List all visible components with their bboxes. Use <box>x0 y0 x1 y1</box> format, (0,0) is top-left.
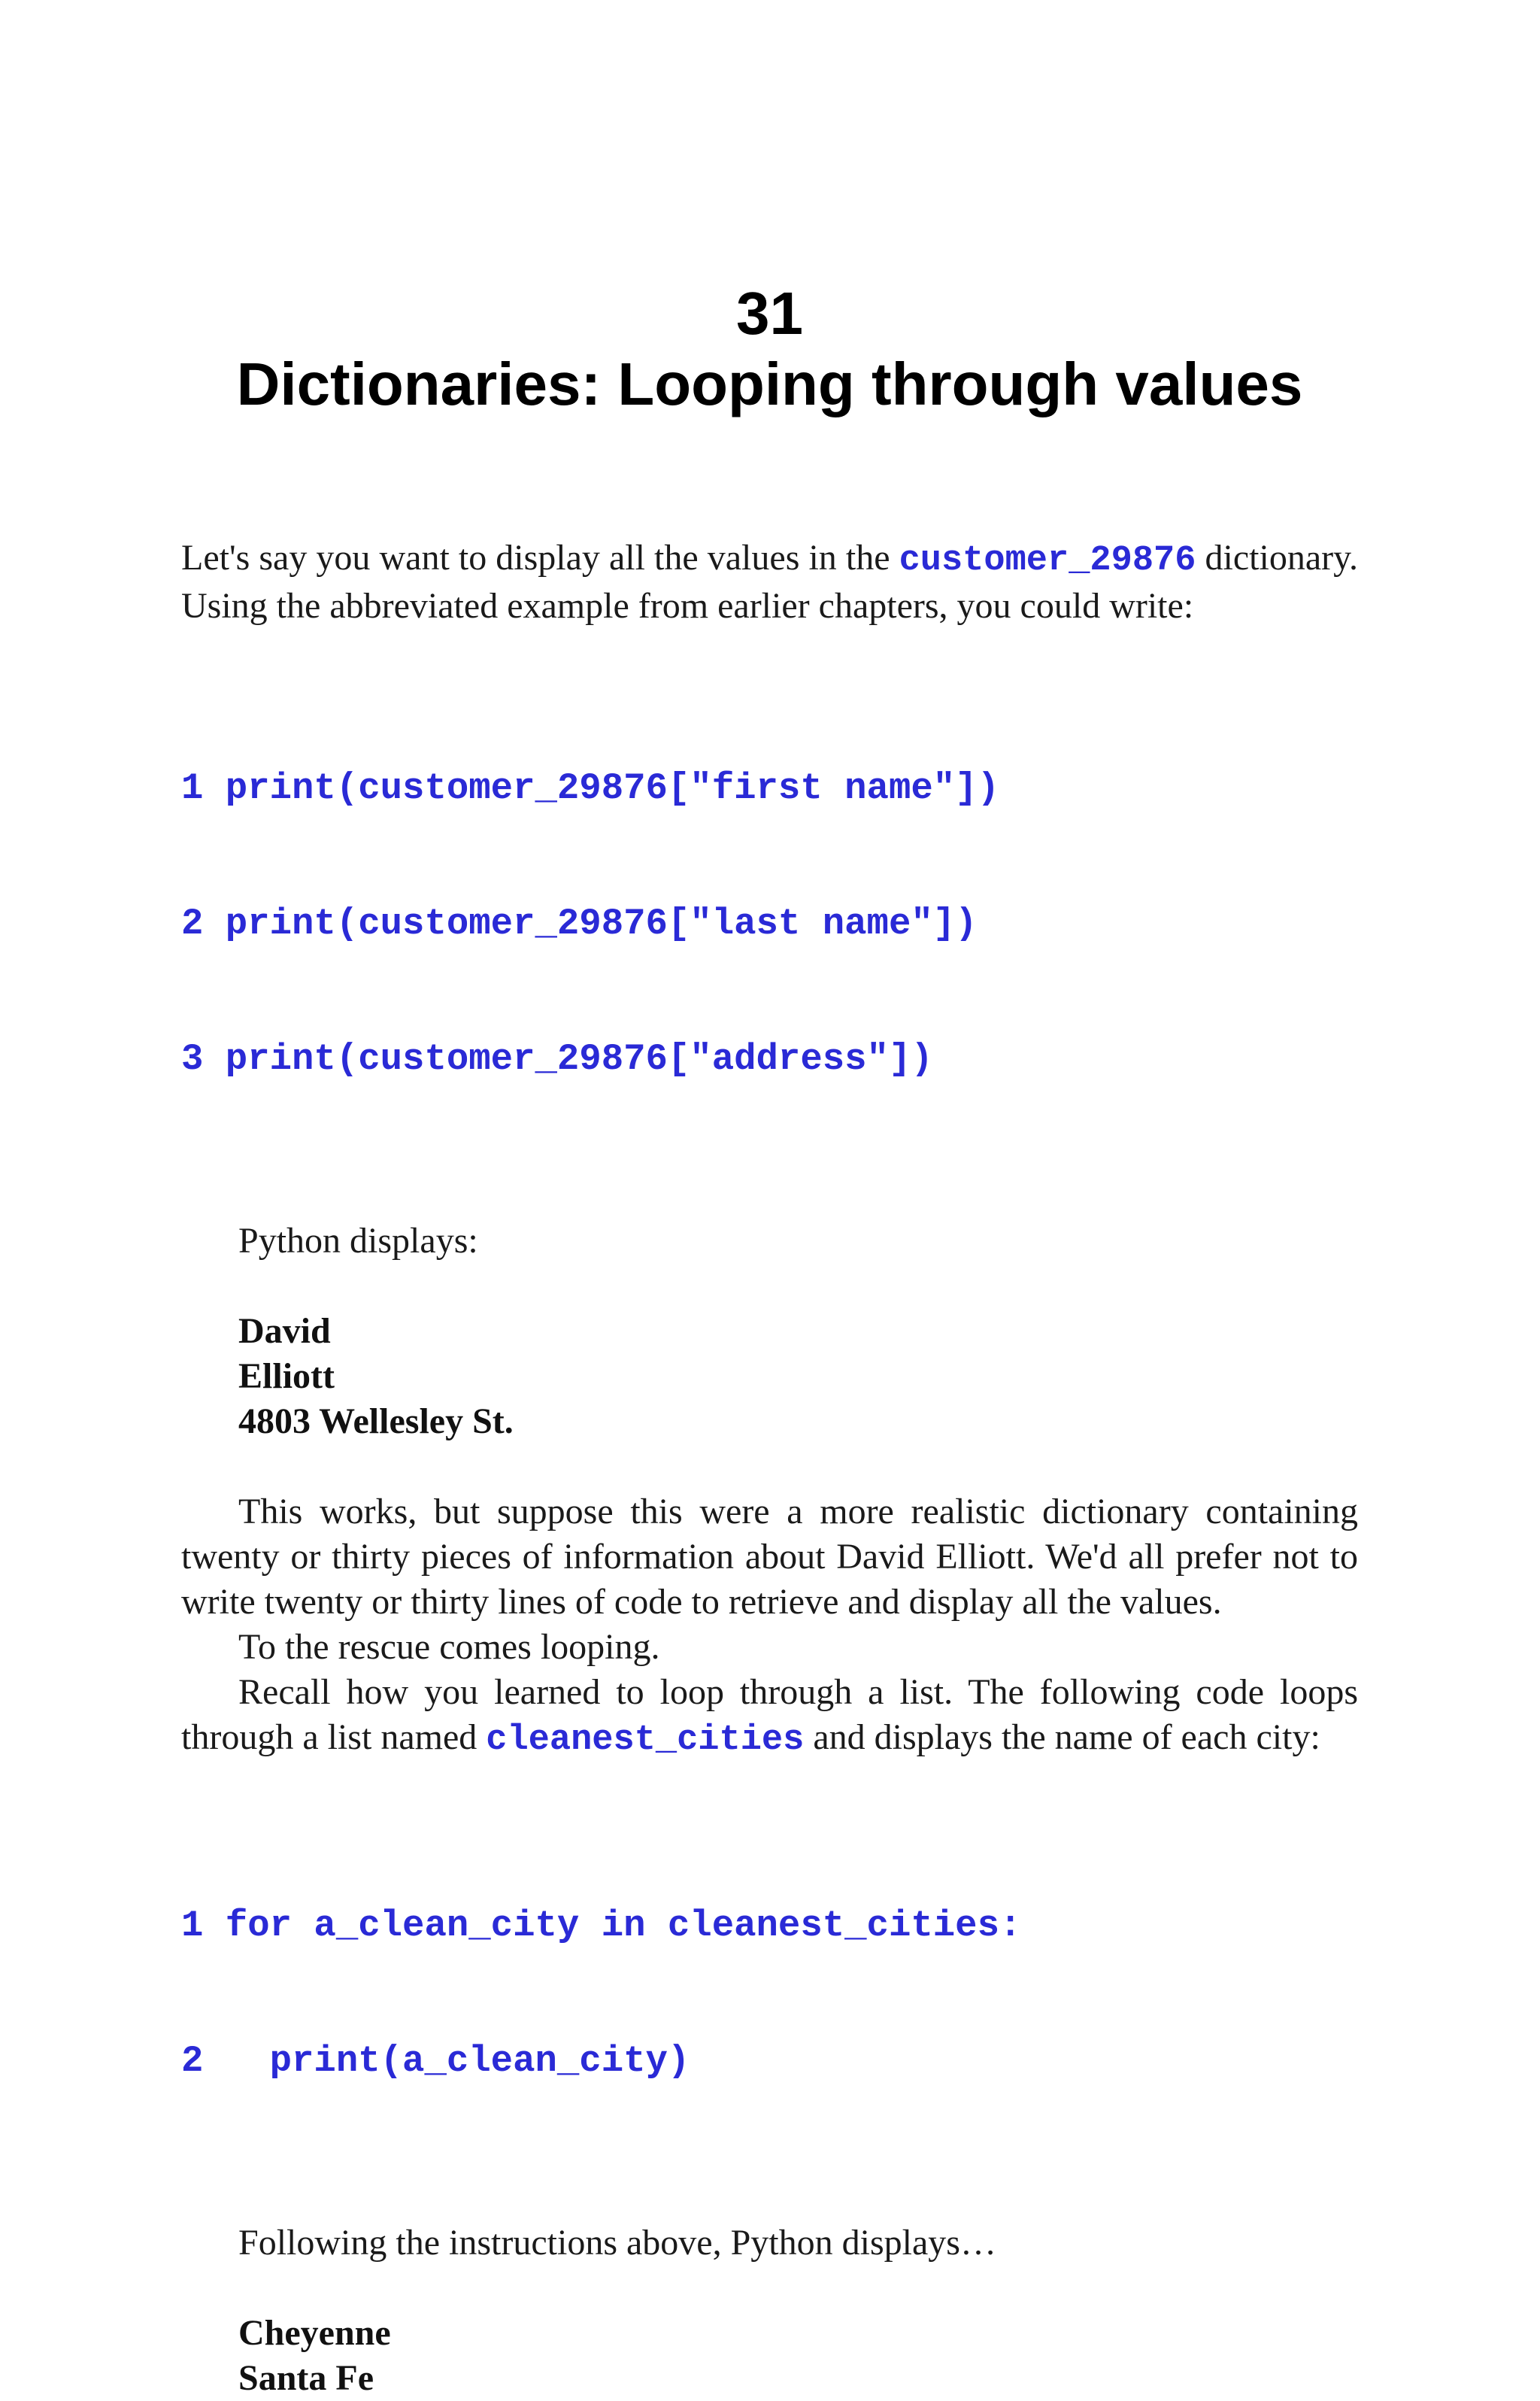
python-displays-label: Python displays: <box>238 1221 478 1261</box>
output-line: Santa Fe <box>238 2358 374 2398</box>
paragraph-recall <box>181 1670 1358 1763</box>
output-block-cities <box>181 2311 1358 2401</box>
python-displays-label-2: Following the instructions above, Python displays… <box>238 2223 996 2263</box>
code-line: 2 print(customer_29876["last name"]) <box>181 903 978 945</box>
code-block-loop <box>181 1813 1358 2174</box>
code-line: 2 print(a_clean_city) <box>181 2040 690 2082</box>
page-content <box>181 278 1358 2401</box>
recall-text-after: and displays the name of each city: <box>804 1717 1320 1757</box>
paragraph-rescue: To the rescue comes looping. <box>238 1627 660 1667</box>
paragraph-this-works: This works, but suppose this were a more realistic dictionary containing twenty or thirty pieces of information about David Elliott. We'd all prefer not to write twenty or thirty lines of code to retrieve and display all the values. <box>181 1492 1358 1622</box>
code-line: 3 print(customer_29876["address"]) <box>181 1038 933 1080</box>
output-line: David <box>238 1311 331 1351</box>
code-block-print-values <box>181 675 1358 1172</box>
recall-text-before: Recall how you learned to loop through a list. The following code loops through a list named <box>181 1672 1358 1757</box>
output-line: 4803 Wellesley St. <box>238 1401 514 1441</box>
intro-text-after: dictionary. Using the abbreviated example from earlier chapters, you could write: <box>181 538 1358 626</box>
chapter-number: 31 <box>736 280 803 347</box>
chapter-title: Dictionaries: Looping through values <box>236 351 1303 417</box>
output-line: Elliott <box>238 1356 335 1396</box>
code-line: 1 for a_clean_city in cleanest_cities: <box>181 1905 1022 1947</box>
inline-code-cleanest-cities: cleanest_cities <box>486 1720 805 1760</box>
code-line: 1 print(customer_29876["first name"]) <box>181 767 999 809</box>
output-block-customer <box>181 1309 1358 1444</box>
output-line: Cheyenne <box>238 2313 391 2353</box>
intro-paragraph <box>181 536 1358 629</box>
inline-code-customer: customer_29876 <box>899 541 1196 581</box>
intro-text-before: Let's say you want to display all the values in the <box>181 538 899 578</box>
chapter-heading <box>181 278 1358 420</box>
